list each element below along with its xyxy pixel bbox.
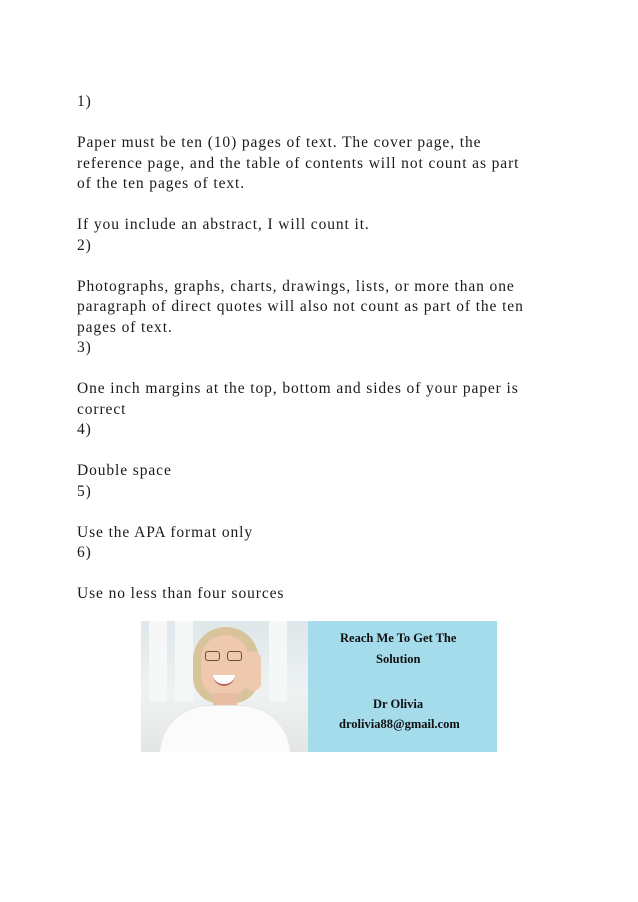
text-line: 3): [77, 339, 92, 356]
text-line: paragraph of direct quotes will also not count as part of the ten: [77, 298, 524, 315]
text-line: 5): [77, 482, 92, 500]
glasses-lens: [205, 651, 220, 661]
contact-banner: [141, 621, 497, 752]
line-gap: [77, 195, 557, 216]
promo-subline: Solution: [376, 652, 421, 666]
text-line: Paper must be ten (10) pages of text. The cover page, the: [77, 134, 482, 151]
text-line: pages of text.: [77, 318, 173, 336]
window-pane: [149, 621, 167, 701]
text-line: Use the APA format only: [77, 523, 253, 541]
text-line: 2): [77, 236, 92, 254]
white-blouse: [159, 705, 291, 752]
line-gap: [77, 359, 557, 380]
text-line: Photographs, graphs, charts, drawings, lists, or more than one: [77, 277, 515, 295]
text-line: Double space: [77, 462, 172, 479]
window-pane: [175, 621, 193, 701]
text-line: Use no less than four sources: [77, 585, 285, 602]
glasses-lens: [227, 651, 242, 661]
contact-email[interactable]: drolivia88@gmail.com: [339, 717, 460, 731]
woman-photo: [141, 621, 308, 752]
text-line: 6): [77, 544, 92, 561]
text-line: 4): [77, 421, 92, 438]
text-line: of the ten pages of text.: [77, 175, 245, 192]
face: [201, 635, 249, 697]
line-gap: [77, 256, 557, 277]
line-gap: [77, 564, 557, 585]
text-line: 1): [77, 93, 92, 110]
line-gap: [77, 441, 557, 462]
contact-info-panel: [308, 621, 497, 752]
line-gap: [77, 502, 557, 523]
contact-name: Dr Olivia: [373, 697, 424, 711]
text-line: reference page, and the table of contents will not count as part: [77, 154, 520, 172]
text-line: One inch margins at the top, bottom and sides of your paper is: [77, 380, 519, 397]
document-body: [77, 92, 557, 605]
window-pane: [269, 621, 287, 701]
hand: [245, 651, 261, 691]
text-line: correct: [77, 400, 127, 418]
line-gap: [77, 113, 557, 134]
text-line: If you include an abstract, I will count it.: [77, 216, 370, 233]
promo-headline: Reach Me To Get The: [340, 631, 457, 645]
